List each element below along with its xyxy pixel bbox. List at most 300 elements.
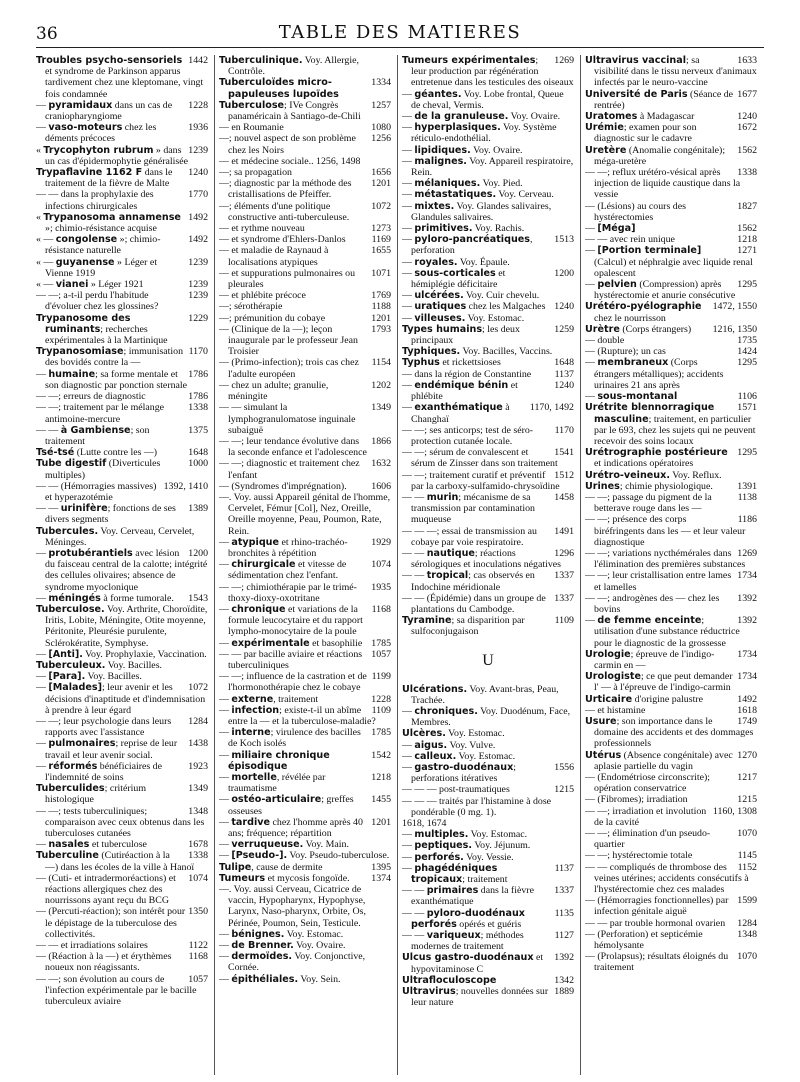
index-entry: 1492 « Trypanosoma annamense »; chimio-résistance acquise (36, 211, 208, 235)
page-ref: 1168 (371, 603, 391, 615)
page-ref: 1106 (737, 391, 757, 403)
index-entry: 1215 — — — post-traumatiques (402, 784, 574, 796)
page-ref: 1240 (188, 167, 208, 179)
index-entry: 1239 « — vianei » Léger 1921 (36, 279, 208, 291)
index-entry: 1259 Types humains; les deux principaux (402, 323, 574, 347)
page-ref: 1606 (371, 480, 391, 492)
index-entry: 1229 Trypanosome des ruminants; recherches expérimentales à la Martinique (36, 312, 208, 347)
index-entry: 1284 — —; leur psychologie dans leurs rapports avec l'assistance (36, 715, 208, 739)
page-ref: 1169 (371, 234, 391, 246)
index-entry: — bénignes. Voy. Estomac. (219, 928, 344, 940)
page-ref: 1218 (737, 234, 757, 246)
page-ref: 1074 (371, 559, 391, 571)
page-ref: 1656 (371, 167, 391, 179)
index-entry: 1935 — —; chimiothérapie par le trimé-thoxy-dioxy-oxotritane (219, 581, 391, 604)
index-entry: 1542 — miliaire chronique épisodique (219, 749, 391, 772)
page-ref: 1239 (188, 290, 208, 302)
page-ref: 1295 (737, 447, 757, 459)
index-entry: 1785 — expérimentale et basophilie (219, 637, 391, 649)
page-ref: 1240 (554, 301, 574, 313)
page-ref: 1109 (371, 704, 391, 716)
page-ref: 1256 (371, 133, 391, 145)
page-ref: 1295 (737, 357, 757, 369)
index-entry: 1392 — —; androgènes des — chez les bovins (585, 592, 757, 615)
page-ref: 1201 (371, 816, 391, 828)
index-entry: 1295 Urétrographie postérieure et indications opératoires (585, 447, 757, 470)
index-entry: 1138 — —; passage du pigment de la betterave rouge dans les — (585, 491, 757, 515)
page-ref: 1889 (554, 986, 574, 998)
index-entry: 1677 Université de Paris (Séance de rentrée) (585, 88, 757, 111)
page-ref: 1239 (188, 279, 208, 291)
page-ref: 1170, 1492 (529, 402, 574, 414)
page-ref: 1228 (188, 99, 208, 111)
index-entry: 1678 — nasales et tuberculose (36, 839, 208, 851)
index-entry: 1392 — de femme enceinte; utilisation d'une substance réductrice pour le diagnostic de la grossesse (585, 615, 757, 649)
page-ref: 1228 (371, 693, 391, 705)
page-ref: 1349 (188, 783, 208, 795)
index-entry: 1889 Ultravirus; nouvelles données sur leur nature (402, 986, 574, 1009)
page-ref: 1543 (188, 592, 208, 604)
page-ref: 1785 (371, 727, 391, 739)
page-ref: 1337 (554, 592, 574, 604)
index-entry: 1295 — membraneux (Corps étrangers métalliques); accidents urinaires 21 ans après (585, 357, 757, 391)
index-entry: Tubercules. Voy. Cerveau, Cervelet, Méninges. (36, 525, 195, 548)
page-ref: 1137 (554, 862, 574, 874)
index-entry: 1269 Tumeurs expérimentales; leur production par régénération entretenue dans les testicules des oiseaux (402, 55, 574, 89)
index-entry: — de la granuleuse. Voy. Ovaire. (402, 111, 561, 123)
index-entry: 1337 — — (Épidémie) dans un groupe de plantations du Cambodge. (402, 592, 574, 615)
index-entry: 1296 — — nautique; réactions sérologiques et inoculations négatives (402, 547, 574, 571)
page-ref: 1186 (737, 514, 757, 526)
index-entry: 1168 — chronique et variations de la formule leucocytaire et du rapport lympho-monocytaire de la poule (219, 603, 391, 638)
page-ref: 1200 (554, 267, 574, 279)
index-entry: 1170, 1492 — exanthématique à Changhaï (402, 402, 574, 425)
page-ref: 1512 (554, 469, 574, 481)
page-ref: 1070 (737, 828, 757, 840)
index-entry: 1648 Tsé-tsé (Lutte contre les —) (36, 447, 208, 459)
page-ref: 1229 (188, 312, 208, 324)
index-entry: 1442 Troubles psycho-sensoriels et syndrome de Parkinson apparus tardivement chez une kleptomane, vingt fois condamnée (36, 55, 208, 100)
page-ref: 1785 (371, 637, 391, 649)
index-entry: 1348 — —; tests tuberculiniques; comparaison avec ceux obtenus dans les tuberculoses cutanées (36, 805, 208, 840)
page-ref: 1295 (737, 279, 757, 291)
index-entry: — mélaniques. Voy. Pied. (402, 178, 523, 190)
index-entry: 1080 — en Roumanie (219, 122, 391, 134)
index-entry: 1656 —; sa propagation (219, 167, 391, 179)
page-ref: 1632 (371, 458, 391, 470)
index-entry: — primitives. Voy. Rachis. (402, 223, 525, 235)
page-ref: 1259 (554, 323, 574, 335)
page-ref: 1648 (554, 357, 574, 369)
index-entry: —. Voy. aussi Cerveau, Cicatrice de vaccin, Hypopharynx, Hypophyse, Larynx, Naso-pharynx, Orbite, Os, Périnée, Poumon, Sein, Testicule. (219, 884, 366, 929)
page-ref: 1786 (188, 368, 208, 380)
page-ref: 1392 (737, 615, 757, 627)
page-ref: 1786 (188, 391, 208, 403)
page-ref: 1541 (554, 447, 574, 459)
index-entry: 1127 — — variqueux; méthodes modernes de traitement (402, 930, 574, 953)
page-ref: 1122 (188, 940, 208, 952)
index-entry: 1228 — pyramidaux dans un cas de craniopharyngiome (36, 99, 208, 123)
index-entry: 1201 —; diagnostic par la méthode des cristallisations de Pfeiffer. (219, 178, 391, 201)
index-entry: 1735 — double (585, 335, 757, 347)
page-ref: 1513 (554, 234, 574, 246)
page-ref: 1491 (554, 525, 574, 537)
index-entry: — lipidiques. Voy. Ovaire. (402, 144, 523, 156)
page-ref: 1239 (188, 256, 208, 268)
index-entry: — verruqueuse. Voy. Main. (219, 839, 349, 851)
index-entry: 1338 Tuberculine (Cutiréaction à la —) dans les écoles de la ville à Hanoï (36, 850, 208, 873)
index-entry: 1786 — —; erreurs de diagnostic (36, 391, 208, 403)
index-entry: 1734 Urologiste; ce que peut demander l' — à l'épreuve de l'indigo-carmin (585, 671, 757, 694)
page-ref: 1392 (737, 592, 757, 604)
page-ref: 1138 (737, 491, 757, 503)
page-ref: 1392 (554, 952, 574, 964)
page-ref: 1337 (554, 885, 574, 897)
page-ref: 1215 (554, 784, 574, 796)
index-entry: — royales. Voy. Épaule. (402, 256, 510, 268)
page-ref: 1217 (737, 772, 757, 783)
index-entry: — [Pseudo-]. Voy. Pseudo-tuberculose. (219, 850, 390, 862)
column-divider (397, 55, 398, 1075)
page-title: TABLE DES MATIERES (278, 22, 522, 43)
index-entry: 1769 — et phlébite précoce (219, 290, 391, 302)
page-ref: 1770 (188, 189, 208, 201)
index-entry: 1562 Uretère (Anomalie congénitale); méga-uretère (585, 144, 757, 167)
index-entry: 1170 Trypanosomiase; immunisation des bovidés contre la — (36, 346, 208, 369)
index-entry: 1392, 1410 — — (Hémorragies massives) et hyperazotémie (36, 480, 208, 503)
index-entry: — — — traités par l'histamine à dose pondérable (0 mg. 1). (402, 795, 552, 818)
page-ref: 1492 (188, 234, 208, 246)
page-ref: 1349 (371, 402, 391, 414)
index-entry: 1239 « Trycophyton rubrum » dans un cas d'épidermophytie généralisée (36, 144, 208, 167)
index-column-2 (219, 55, 391, 1075)
index-entry: Typhiques. Voy. Bacilles, Vaccins. (402, 346, 553, 358)
page-ref: 1057 (371, 648, 391, 660)
index-entry: 1929 — atypique et rhino-trachéo-bronchites à répétition (219, 536, 391, 559)
page-ref: 1342 (554, 974, 574, 986)
index-entry: 1786 — humaine; sa forme mentale et son diagnostic par ponction sternale (36, 368, 208, 391)
page-ref: 1200 (188, 547, 208, 559)
page-ref: 1935 (371, 581, 391, 593)
page-ref: 1395 (371, 861, 391, 873)
index-entry: — de Brenner. Voy. Ovaire. (219, 940, 346, 952)
index-entry: 1458 — — murin; mécanisme de sa transmission par contamination muqueuse (402, 491, 574, 526)
index-entry: 1672 Urémie; examen pour son diagnostic sur le cadavre (585, 122, 757, 145)
page-ref: 1152 (737, 861, 757, 873)
index-entry: 1556 — gastro-duodénaux; perforations itératives (402, 761, 574, 785)
index-entry: 1240 — uratiques chez les Malgaches (402, 301, 574, 313)
index-entry: 1392 Ulcus gastro-duodénaux et hypovitaminose C (402, 952, 574, 975)
index-entry: — villeuses. Voy. Estomac. (402, 312, 525, 324)
index-entry: 1342 Ultrafloculoscope (402, 974, 574, 986)
page-ref: 1923 (188, 760, 208, 772)
index-entry: 1734 Urologie; épreuve de l'indigo-carmin en — (585, 648, 757, 671)
page-ref: 1769 (371, 290, 391, 302)
page-ref: 1202 (371, 379, 391, 391)
index-entry: 1391 Urines; chimie physiologique. (585, 480, 757, 492)
index-entry: — multiples. Voy. Estomac. (402, 829, 528, 841)
page-ref: 1455 (371, 794, 391, 806)
page-ref: 1375 (188, 424, 208, 436)
page-ref: 1350 (188, 906, 208, 918)
index-entry: 1160, 1308 — —; irradiation et involution de la cavité (585, 805, 757, 828)
index-entry: 1338 — —; traitement par le mélange antimoine-mercure (36, 402, 208, 425)
index-entry: 1618 — et histamine (585, 704, 757, 716)
index-entry: Ulcères. Voy. Estomac. (402, 728, 505, 740)
index-entry: 1389 — — urinifère; fonctions de ses divers segments (36, 503, 208, 526)
index-entry: 1257 Tuberculose; IVe Congrès panaméricain à Santiago-de-Chili (219, 99, 391, 123)
index-entry: — dermoïdes. Voy. Conjonctive, Cornée. (219, 951, 366, 974)
index-column-4 (585, 55, 757, 1075)
page-ref: 1492 (188, 211, 208, 223)
index-entry: 1749 Usure; son importance dans le domaine des accidents et des dommages professionnels (585, 715, 757, 750)
index-entry: — chroniques. Voy. Duodénum, Face, Membres. (402, 705, 571, 729)
index-entry: — aigus. Voy. Vulve. (402, 739, 496, 751)
index-entry: 1169 — et syndrome d'Ehlers-Danlos (219, 234, 391, 246)
index-entry: 1541 — —; sérum de convalescent et sérum de Zinsser dans son traitement (402, 447, 574, 470)
index-entry: 1269 — —; variations nycthémérales dans l'élimination des premières substances (585, 547, 757, 571)
page-ref: 1599 (737, 895, 757, 907)
page-ref: 1072 (188, 682, 208, 694)
index-entry: Urétro-veineux. Voy. Reflux. (585, 469, 722, 481)
page-ref: 1677 (737, 88, 757, 100)
page-ref: 1562 (737, 223, 757, 235)
page-ref: 1057 (188, 973, 208, 985)
index-entry: 1491 — — —; essai de transmission au cobaye par voie respiratoire. (402, 525, 574, 548)
index-entry: 1218 — — avec rein unique (585, 234, 757, 246)
page-ref: 1793 (371, 323, 391, 335)
page-ref: 1571 (737, 402, 757, 414)
index-entry: 1070 — (Prolapsus); résultats éloignés du traitement (585, 951, 757, 974)
page-ref: 1269 (737, 547, 757, 559)
index-entry: 1793 — (Clinique de la —); leçon inaugurale par le professeur Jean Troisier (219, 323, 391, 358)
page-ref: 1240 (737, 111, 757, 123)
index-entry: 1168 — (Réaction à la —) et érythèmes noueux non réagissants. (36, 951, 208, 974)
index-entry: 1202 — chez un adulte; granulie, méningite (219, 379, 391, 403)
page-ref: 1135 (554, 907, 574, 919)
page-ref: 1271 (737, 245, 757, 257)
index-entry: 1072 — [Malades]; leur avenir et les décisions d'inaptitude et d'indemnisation à prendre à leur égard (36, 682, 208, 716)
page-ref: 1201 (371, 178, 391, 190)
page-ref: 1827 (737, 200, 757, 212)
page-ref: 1618 (737, 704, 757, 716)
page-ref: 1170 (554, 424, 574, 436)
page-ref: 1188 (371, 301, 391, 313)
page-ref: 1472, 1550 (712, 301, 757, 313)
index-entry: — perforés. Voy. Vessie. (402, 851, 514, 863)
page-ref: 1000 (188, 458, 208, 470)
page-ref: 1391 (737, 480, 757, 492)
page-ref: 1672 (737, 122, 757, 134)
section-letter: U (482, 651, 494, 669)
index-entry: 1239 « — guyanense » Léger et Vienne 1919 (36, 256, 208, 279)
page-ref: 1240 (554, 379, 574, 391)
index-entry: 1273 — et rythme nouveau (219, 223, 391, 235)
index-entry: 1455 — ostéo-articulaire; greffes osseuses (219, 794, 391, 817)
page-ref: 1218 (371, 772, 391, 783)
index-entry: 1270 Utérus (Absence congénitale) avec aplasie partielle du vagin (585, 749, 757, 772)
index-entry: 1071 — et suppurations pulmonaires ou pleurales (219, 267, 391, 291)
page-ref: 1424 (737, 346, 757, 358)
index-entry: 1200 — protubérantiels avec lésion du faisceau central de la calotte; intégrité des cellules olivaires; absence de syndrome myoclonique (36, 547, 208, 593)
page-ref: 1239 (188, 144, 208, 156)
page-ref: 1269 (554, 55, 574, 66)
page-ref: 1137 (554, 368, 574, 380)
index-entry: Ulcérations. Voy. Avant-bras, Peau, Trachée. (402, 683, 559, 706)
page-ref: 1071 (371, 267, 391, 279)
index-entry: 1284 — — par trouble hormonal ovarien (585, 917, 757, 929)
index-entry: 1106 — sous-montanal (585, 391, 757, 403)
index-entry: 1109 — infection; existe-t-il un abîme entre la — et la tuberculose-maladie? (219, 704, 391, 727)
page-number: 36 (36, 24, 58, 44)
index-column-1 (36, 55, 208, 1075)
page-ref: 1338 (188, 402, 208, 414)
index-entry: 1215 — (Fibromes); irradiation (585, 794, 757, 806)
page-ref: 1080 (371, 122, 391, 134)
index-entry: 1239 — —; a-t-il perdu l'habitude d'évoluer chez les glossines? (36, 290, 208, 313)
page-ref: 1866 (371, 435, 391, 447)
index-entry: — mixtes. Voy. Glandes salivaires, Glandules salivaires. (402, 200, 552, 223)
index-entry: 1216, 1350 Urètre (Corps étrangers) (585, 323, 757, 335)
index-entry: 1199 — —; influence de la castration et de l'hormonothérapie chez le cobaye (219, 671, 391, 694)
index-entry: 1057 — —; son évolution au cours de l'infection expérimentale par le bacille tuberculeux aviaire (36, 973, 208, 1008)
page-ref: 1734 (737, 671, 757, 683)
page-ref: 1492 (737, 693, 757, 705)
index-entry: 1571 Urétrite blennorragique masculine; traitement, en particulier par le 693, chez les sujets qui ne peuvent recevoir des soins locaux (585, 402, 757, 447)
index-entry: — métastatiques. Voy. Cerveau. (402, 189, 554, 201)
index-entry: 1512 — —; traitement curatif et préventif par la carboxy-sulfamido-chrysoïdine (402, 469, 574, 492)
index-entry: Tuberculose. Voy. Arthrite, Choroïdite, Iritis, Lobite, Méningite, Otite moyenne, Péritonite, Pleurésie purulente, Sclérokératite, Symphyse. (36, 603, 208, 649)
page-ref: 1273 (371, 223, 391, 235)
index-entry: 1599 — (Hémorragies fonctionnelles) par infection génitale aiguë (585, 895, 757, 918)
index-entry: 1334 Tuberculoïdes micro-papuleuses lupoïdes (219, 77, 391, 100)
page-ref: 1655 (371, 245, 391, 257)
index-entry: 1632 — —; diagnostic et traitement chez l'enfant (219, 458, 391, 481)
index-entry: 1074 — (Cuti- et intradermoréactions) et réactions allergiques chez des nourrissons ayant reçu du BCG (36, 872, 208, 907)
index-entry: 1936 — vaso-moteurs chez les déments précoces (36, 122, 208, 145)
page-ref: 1216, 1350 (712, 323, 757, 335)
index-entry: 1866 — —; leur tendance évolutive dans la seconde enfance et l'adolescence (219, 435, 391, 459)
page-ref: 1070 (737, 951, 757, 963)
index-entry: 1337 — — primaires dans la fièvre exanthématique (402, 885, 574, 908)
index-entry: 1137 — dans la région de Constantine (402, 368, 574, 380)
index-entry: 1000 Tube digestif (Diverticules multiples) (36, 458, 208, 481)
index-entry: 1648 Typhus et rickettsioses (402, 357, 574, 369)
index-entry: 1606 — (Syndromes d'imprégnation). (219, 480, 391, 492)
column-divider (580, 55, 581, 1075)
page-ref: 1392, 1410 (163, 480, 208, 492)
header-rule (36, 47, 764, 48)
index-entry: 1217 — (Endométriose circonscrite); opération conservatrice (585, 772, 757, 795)
index-entry: 1562 — [Méga] (585, 223, 757, 235)
page-ref: 1296 (554, 547, 574, 559)
page-ref: 1556 (554, 761, 574, 773)
page-ref: 1201 (371, 312, 391, 324)
index-entry: 1070 — —; élimination d'un pseudo-quartier (585, 828, 757, 851)
page-ref: 1337 (554, 570, 574, 582)
page-ref: 1072 (371, 200, 391, 212)
index-entry: 1337 — — tropical; cas observés en Indochine méridionale (402, 570, 574, 593)
index-entry: 1218 — mortelle, révélée par traumatisme (219, 772, 391, 795)
page-ref: 1215 (737, 794, 757, 806)
page-ref: 1389 (188, 503, 208, 515)
index-entry: Tuberculeux. Voy. Bacilles. (36, 659, 163, 671)
page-ref: 1338 (737, 167, 757, 179)
page-ref: 1338 (188, 850, 208, 862)
index-entry: 1122 — — et irradiations solaires (36, 940, 208, 952)
index-entry: 1375 — — à Gambiense; son traitement (36, 424, 208, 447)
index-entry: — malignes. Voy. Appareil respiratoire, Rein. (402, 155, 574, 179)
index-entry: — épithéliales. Voy. Sein. (219, 973, 341, 985)
index-entry: 1472, 1550 Urétéro-pyélographie chez le nourrisson (585, 301, 757, 324)
page-ref: 1257 (371, 99, 391, 111)
page-ref: 1284 (188, 715, 208, 727)
index-entry: 1348 — (Perforation) et septicémie hémolysante (585, 928, 757, 952)
index-entry: 1188 —; sérothérapie (219, 301, 391, 313)
index-entry: 1200 — sous-corticales et hémiplégie déficitaire (402, 267, 574, 291)
page-ref: 1074 (188, 872, 208, 884)
index-entry: 1438 — pulmonaires; reprise de leur travail et leur avenir social. (36, 738, 208, 761)
index-entry: 1374 Tumeurs et mycosis fongoïde. (219, 872, 391, 884)
index-entry: 1170 — —; ses anticorps; test de séro-protection cutanée locale. (402, 424, 574, 447)
page-ref: 1562 (737, 144, 757, 156)
page-ref: 1348 (188, 805, 208, 817)
index-entry: 1349 — — simulant la lymphogranulomatose inguinale subaiguë (219, 402, 391, 436)
index-entry: 1734 — —; leur cristallisation entre lames et lamelles (585, 570, 757, 593)
index-entry: — [Anti]. Voy. Prophylaxie, Vaccination. (36, 648, 207, 660)
index-entry: 1152 — — compliqués de thrombose des veines utérines; accidents consécutifs à l'hystérectomie chez ces malades (585, 861, 757, 896)
index-entry: 1072 —; éléments d'une politique constructive anti-tuberculeuse. (219, 200, 391, 223)
page-ref: 1109 (554, 615, 574, 627)
index-entry: 1655 — et maladie de Raynaud à localisations atypiques (219, 245, 391, 268)
page-ref: 1145 (737, 850, 757, 862)
index-entry: 1154 — (Primo-infection); trois cas chez l'adulte européen (219, 357, 391, 380)
index-entry: 1424 — (Rupture); un cas (585, 346, 757, 358)
page-ref: 1374 (371, 872, 391, 884)
page-ref: 1160, 1308 (712, 805, 757, 817)
index-entry: 1109 Tyramine; sa disparition par sulfoconjugaison (402, 615, 574, 638)
page-ref: 1648 (188, 447, 208, 459)
page-ref: 1348 (737, 928, 757, 940)
index-entry: 1633 Ultravirus vaccinal; sa visibilité dans le tissu nerveux d'animaux infectés par le neuro-vaccine (585, 55, 757, 89)
index-entry: 1201 — tardive chez l'homme après 40 ans; fréquence; répartition (219, 816, 391, 840)
index-entry: 1350 — (Percuti-réaction); son intérêt pour le dépistage de la tuberculose des collectivités. (36, 906, 208, 940)
page-ref: 1458 (554, 491, 574, 503)
page-ref: 1199 (371, 671, 391, 683)
index-entry: 1543 — méningés à forme tumorale. (36, 592, 208, 604)
index-entry: 1240 Uratomes à Madagascar (585, 111, 757, 123)
page-ref: 1936 (188, 122, 208, 134)
page-ref: 1735 (737, 335, 757, 347)
page-ref: 1929 (371, 536, 391, 548)
index-entry: 1923 — réformés bénéficiaires de l'indemnité de soins (36, 760, 208, 783)
page-ref: 1438 (188, 738, 208, 750)
index-entry: 1827 — (Lésions) au cours des hystérectomies (585, 200, 757, 223)
index-entry: 1618, 1674 (402, 818, 447, 829)
page-ref: 1127 (554, 930, 574, 942)
page-ref: 1442 (188, 55, 208, 66)
index-entry: 1338 — —; reflux urétéro-vésical après injection de liquide caustique dans la vessie (585, 167, 757, 201)
index-entry: — peptiques. Voy. Jéjunum. (402, 840, 531, 852)
page-ref: 1168 (188, 951, 208, 963)
index-entry: 1513 — pyloro-pancréatiques, perforation (402, 234, 574, 257)
index-entry: Tuberculinique. Voy. Allergie, Contrôle. (219, 55, 359, 78)
index-entry: —. Voy. aussi Appareil génital de l'homme, Cervelet, Fémur [Col], Nez, Oreille, Oreille moyenne, Peau, Poumon, Rate, Rein. (219, 491, 391, 537)
page-ref: 1734 (737, 648, 757, 660)
page-header (36, 22, 764, 46)
index-entry: 1770 — — dans la prophylaxie des infections chirurgicales (36, 189, 208, 212)
index-entry: 1137 — phagédéniques tropicaux; traitement (402, 862, 574, 886)
